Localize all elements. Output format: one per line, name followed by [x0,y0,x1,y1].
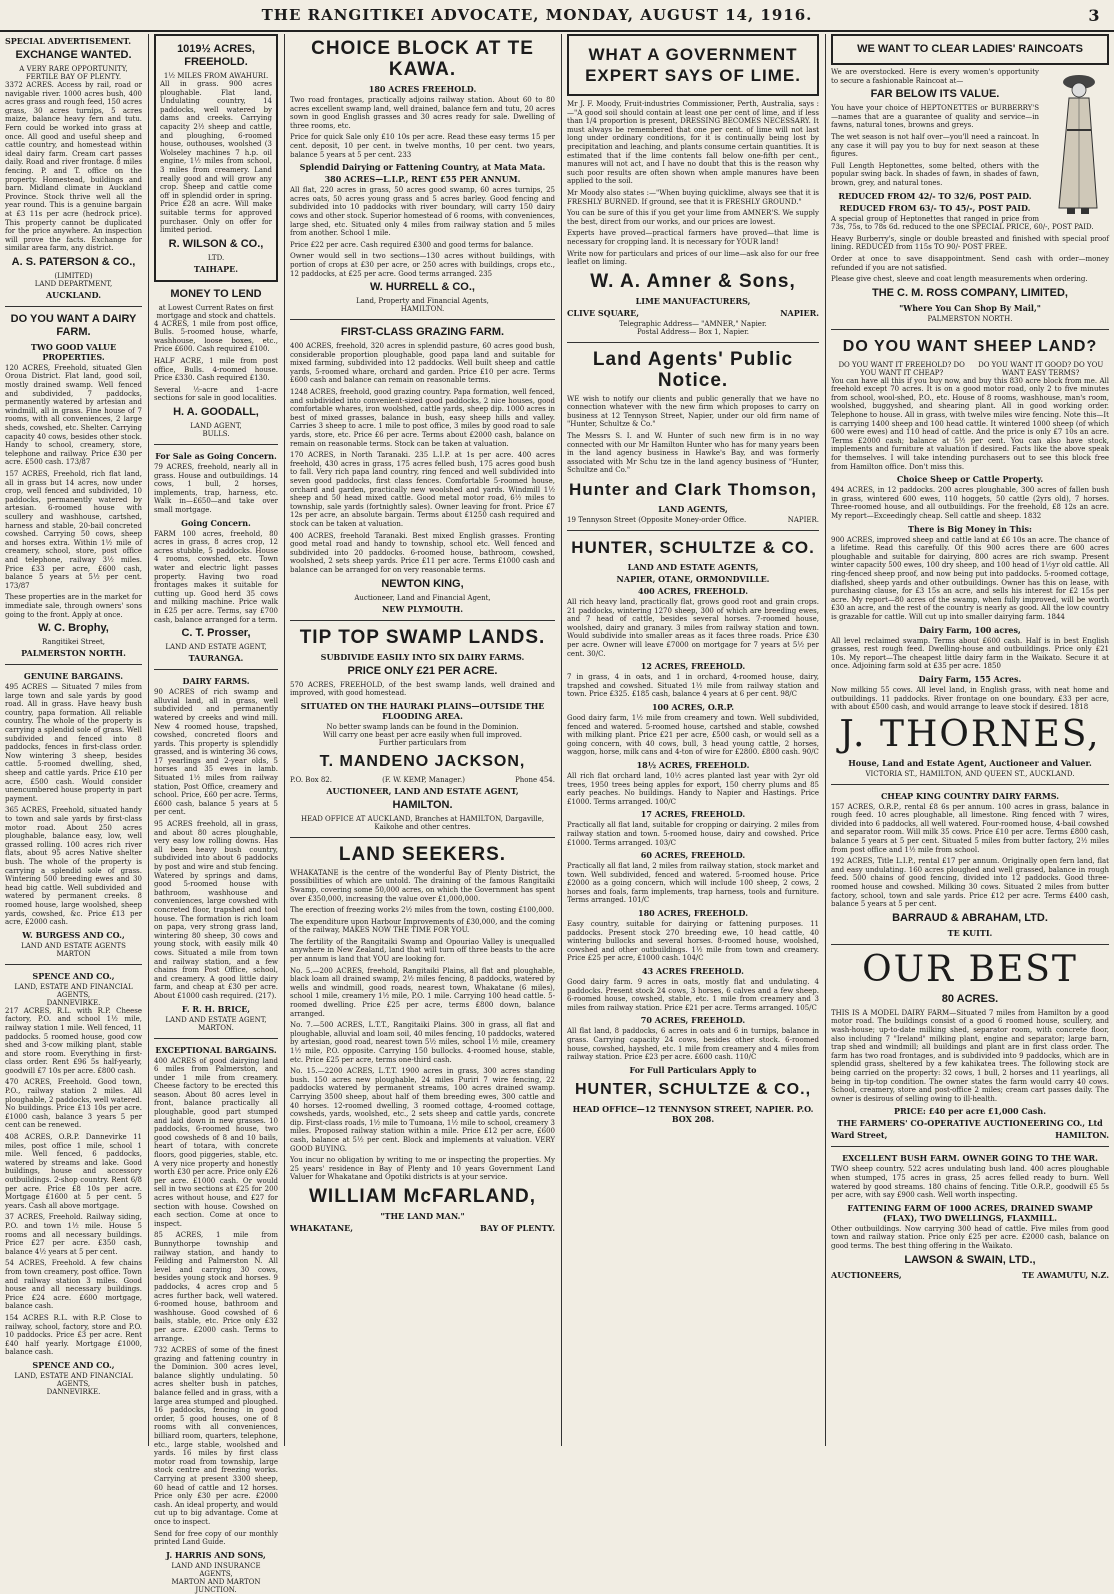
firm-name: W. A. Amner & Sons, [590,270,796,292]
firm-city: TE AWAMUTU, N.Z. [1022,1269,1109,1280]
sheep-land-ad [831,336,1109,778]
ad-body: 732 ACRES of some of the finest grazing and fattening country in the Dominion. 300 acres level, balance slightly undulating. 50 acres shelter bush in patches, balance felled and in grass, with a large area stumped and ploughed. 16 paddocks, fencing in good order, 5 good houses, one of 8 rooms with all conveniences, billiard room, quarters, telephone, etc., large stable, woolshed and yards. 16 miles by first class motor road from township, large stock centre and freezing works. Carrying at present 3300 sheep, 60 head of cattle and 12 horses. Price only £30 per acre. £2000 cash. An ideal property, and would cut up to big advantage. Come at once to inspect. [154,1346,278,1526]
ad-body: You can have all this if you buy now, and buy this 830 acre block from me. All freehold except 70 acres. It is on a good motor road, only 2 to five minutes from school, wool-shed, P.O., etc. House of 8 rooms, washhouse, man's room, woolshed, buggyshed, and shearing plant. All in good working order. Telephone to house. All in grass, with twelve miles wire fencing. Note this—It is carrying 1400 sheep and 100 head cattle. It wintered 1000 sheep (of which 600 were ewes) and 110 head of cattle. And the price is only £7 10s an acre. Terms £2000 cash; balance at 5½ per cent. You can also have stock, implements and furniture at valuation if desired. Facts like the above speak for themselves. I will take intending purchasers out to see this block free from Hamilton office. Don't miss this. [831,376,1109,471]
ad-title: DAIRY FARMS. [182,676,250,687]
firm-name: LAWSON & SWAIN, LTD., [904,1253,1036,1266]
ad-body: Price £22 per acre. Cash required £300 and good terms for balance. [290,240,534,249]
firm-name: H. A. GOODALL, [173,406,259,419]
firm-name: C. T. Prosser, [181,627,251,640]
firm-name: HUNTER, SCHULTZE & CO., [574,1080,812,1098]
te-kawa-ad [290,38,555,313]
ad-body: Two road frontages, practically adjoins railway station. About 60 to 80 acres excellent swamp land, well drained, balance fern and tutu, 20 acres sown in good English grasses and 30 acres ready for sale. Dwelling of three rooms, etc. [290,96,555,130]
ad-body: 570 ACRES, FREEHOLD, of the best swamp lands, well drained and improved, with good homestead. [290,680,555,698]
ad-label: SPECIAL ADVERTISEMENT. [5,36,131,46]
listing-title: 100 ACRES, O.R.P. [651,701,735,712]
firm-branches: HEAD OFFICE AT AUCKLAND, Branches at HAMILTON, Dargaville, Kaikohe and other centres. [300,814,545,831]
listing-title: 60 ACRES, FREEHOLD. [640,850,746,861]
ad-body: Full Length Heptonettes, some belted, others with the popular swing back. In shades of fawn, in shades of fawn, brown, grey, and natural tones. [831,161,1039,187]
our-best-ad [831,948,1109,1141]
ad-body: THIS IS A MODEL DAIRY FARM—Situated 7 miles from Hamilton by a good motor road. The buildings consist of a good 6 roomed house, scullery, and wash-house; up-to-date milking shed, separator room, with concrete floor, also including 7 "Ireland" milking plant, engine and separator; large barn, trap shed and windmill; all buildings and plant are in first class order. The farm has two road frontages, and is subdivided into 9 paddocks, which are in splendid grass, sheltered by a few kahikatea trees. The following stock are being carried on the property: 32 cows, 1 bull, 2 horses and 11 yearlings, all being in tip-top condition. The owner states the farm would carry 40 cows. School, creamery, store and post-office 2 miles; cream cart passes daily. The owner is desirous of selling owing to ill-health. [831,1008,1109,1103]
ad-title: For Sale as Going Concern. [155,451,277,462]
hunter-schultze-ad [567,537,819,1124]
ad-body: All flat, 220 acres in grass, 50 acres good swamp, 60 acres turnips, 25 acres oats, 50 acres young grass and 5 acres barley. Good fencing and subdivided into 10 paddocks with river boundary, will carry 150 dairy cows and other stock. Superior homestead of 6 rooms, with conveniences, large shed, etc. Situated only 4 miles from railway station and 5 miles from another. School 1 mile. [290,186,555,238]
ad-title: FIRST-CLASS GRAZING FARM. [340,326,505,339]
ad-title: OUR BEST [862,948,1078,990]
firm-dept: LAND DEPARTMENT, [34,279,113,288]
ad-line: No better swamp lands can be found in the Dominion. [326,722,519,731]
firm-name: Hunter and Clark Thomson, [569,480,817,500]
dairy-farms-ad [154,676,278,1031]
ad-body: 470 ACRES, Freehold. Good town, P.O., railway station 2 miles. All ploughable, 2 paddocks, well watered. No buildings. Price £13 10s per acre. £1000 cash, balance 3 years 5 per cent can be renewed. [5,1078,142,1130]
listing-title: 12 ACRES, FREEHOLD. [640,661,746,672]
ad-title: CHEAP KING COUNTRY DAIRY FARMS. [880,790,1060,801]
firm-city: BULLS. [202,430,230,439]
listing-title: Dairy Farm, 155 Acres. [918,673,1022,684]
firm-name: W. C. Brophy, [38,622,109,635]
ad-body: The erection of freezing works 2½ miles from the town, costing £100,000. [290,906,554,915]
firm-sub: LAND AGENTS, [658,504,728,515]
firm-city: AUCKLAND. [45,289,102,300]
firm-location [831,1130,1109,1140]
ad-body: 408 ACRES, O.R.P. Dannevirke 11 miles, post office 1 mile, school 1 mile. Well fenced, 6 paddocks, watered by streams and lake. Good buildings, house and accessory outbuildings. 2-shop country. Rent 6/8 per acre. Price £8 10s per acre. Mortgage £1600 at 5 per cent. 5 years. Cash all above mortgage. [5,1133,142,1210]
ad-subtitle: FAR BELOW ITS VALUE. [870,88,1000,101]
firm-name: SPENCE AND CO., [32,970,115,981]
ad-title: EXCEPTIONAL BARGAINS. [155,1044,277,1055]
firm-sub: "THE LAND MAN." [380,1210,465,1221]
listing-title: Choice Sheep or Cattle Property. [896,474,1044,485]
dairy-farm-ad [5,313,142,658]
firm-sub: (LIMITED) [54,271,93,280]
ad-body: We are overstocked. Here is every women's opportunity to secure a fashionable Raincoat at— [831,68,1039,85]
ad-body: 120 ACRES, Freehold, situated Glen Oroua District. Flat land, good soil, mostly drained swamp. Well fenced and subdivided, 7 paddocks, permanently watered by artesian and windmill, all in grass. Fine house of 7 rooms, with all conveniences, 2 large sheds, cowshed, etc. Shelter. Carrying capacity 40 cows, besides other stock. Handy to school, creamery, store, telephone and railway. Price £30 per acre. £500 cash. 173/87 [5,363,142,467]
ad-body: 54 ACRES, Freehold. A few chains from town creamery, post office. Town and railway station 3 miles. Good house and all necessary buildings. Price £24 acre. £600 mortgage, balance cash. [5,1259,142,1311]
firm-sub: LAND, ESTATE AND FINANCIAL AGENTS, [14,1371,133,1388]
listing-body: 900 ACRES, improved sheep and cattle land at £6 10s an acre. The chance of a lifetime. Read this carefully. Of this 900 acres there are 600 acres ploughable and suitable for dairying, 800 acres are rich swamp. Present winter capacity 500 ewes, 100 dry sheep, and 100 head of 1½yr old cattle. All ring-fenced sheep proof, and now being put into paddocks. 5-roomed cottage, diaflshed, sheep yards and other outbuildings. Owner has this on lease, with purchasing clause, for £3 15s an acre, and sells his interest for £2 15s per acre. My report—80 acres of the swamp, when fully improved, will be worth £30 an acre, and the rest of the country is nearly as good. All the low country is grazable for cattle. Will cut up into smaller dairying farm. 1844 [831,535,1109,621]
listing-body: Now milking 55 cows. All level land, in English grass, with neat home and outbuildings. 11 paddocks. River frontage on one boundary. £33 per acre, with about £500 cash, and would arrange to leave stock if desired. 1818 [831,685,1109,712]
ad-title: EXCELLENT BUSH FARM. OWNER GOING TO THE WAR. [842,1153,1098,1164]
firm-name: WILLIAM McFARLAND, [309,1185,536,1207]
firm-location [567,516,819,524]
firm-postal: Postal Address— Box 1, Napier. [637,327,749,336]
ad-subtitle: 80 ACRES. [941,992,999,1005]
woman-raincoat-illustration [1045,68,1109,218]
firm-city: PALMERSTON NORTH. [21,648,126,659]
apply-line: For Full Particulars Apply to [629,1064,757,1075]
ad-body: Write now for particulars and prices of our lime—ask also for our free leaflet on liming. [567,249,819,267]
listing-title: There is Big Money in This: [908,523,1032,534]
listing-body: Practically all flat land, suitable for cropping or dairying. 2 miles from railway station and town. 5-roomed house, dairy and cowshed. Price £1000. Terms arranged. 103/C [567,821,819,847]
spence-ad [5,971,142,1396]
price-line: REDUCED FROM 63/- TO 45/-, POST PAID. [839,202,1031,213]
ad-title: Land Agents' Public Notice. [592,348,794,391]
firm-sub: "Where You Can Shop By Mail," [899,302,1041,313]
firm-contact [290,776,555,784]
ad-body: 400 ACRES, freehold, 320 acres in splendid pasture, 60 acres good bush, considerable proportion ploughable, good papa land and suitable for mixed farming, subdivided into 12 paddocks. Well built sheep and cattle yards, 5-roomed whare, orchard and garden. Price £10 per acre. Terms £600 cash and balance can remain on reasonable terms. [290,342,555,385]
ad-body: FARM 100 acres, freehold, 80 acres in grass, 8 acres crop, 12 acres stubble, 5 paddocks. House 4 rooms, cowshed, etc. Town water and electric light passes property. Having two road frontages makes it suitable for cutting up. Good herd 35 cows and milking machine. Price walk in £25 per acre. Terms, say £700 cash, balance arranged for a term. [154,529,278,624]
ad-body: You have your choice of HEPTONETTES or BURBERRY'S—names that are a guarantee of quality and service—in fawns, natural tones, browns and greys. [831,104,1039,130]
firm-sub: LAND AND ESTATE AGENT, [165,643,267,652]
firm-sub: AUCTIONEERS, [831,1269,902,1280]
firm-name: W. HURRELL & CO., [370,281,475,294]
raincoats-ad [831,34,1109,323]
firm-city: HAMILTON. [400,305,445,314]
ad-body: All in grass. 900 acres ploughable. Flat land, Undulating country, 14 paddocks, well watered by dams and creeks. Carrying capacity 2½ sheep and cattle, and ploughing, 6-roomed house, outhouses, woolshed (3 Wolseley machines 7 h.p. oil engine, 1½ miles from school, 3 miles from creamery. Land really good and will grow any crop. Sheep and cattle come off in splendid order in spring. Price £28 an acre. Will make suitable terms for approved purchaser. Only on offer for limited period. [160,80,272,235]
awahuri-ad [154,34,278,282]
question: DO YOU WANT IT FREEHOLD? DO YOU WANT IT CHEAP? [838,360,965,377]
money-to-lend-ad [154,288,278,438]
swamp-lands-ad [290,627,555,831]
ad-price: PRICE ONLY £21 PER ACRE. [347,664,498,677]
listing-title: 18½ ACRES, FREEHOLD. [636,759,750,770]
ad-body: These properties are in the market for immediate sale, through owners' sons going to the front. Apply at once. [5,593,142,619]
firm-name: THE FARMERS' CO-OPERATIVE AUCTIONEERING CO., Ltd [837,1118,1103,1129]
firm-manager: (F. W. KEMP, Manager.) [382,775,465,784]
ad-subtitle: SITUATED ON THE HAURAKI PLAINS—OUTSIDE THE FLOODING AREA. [300,700,545,721]
ad-body: 95 ACRES freehold, all in grass, and about 80 acres ploughable, very easy low rolling downs. Has all been heavy bush country, subdivided into about 6 paddocks by post and wire and stub fencing. Watered by springs and dams, good 5-roomed house with bathroom, washhouse and conveniences, large cowshed with concreted floor, trapshed and tool house. The formation is rich loam on papa, very strong grass land, wintering 80 sheep, 30 cows and young stock, with easily milk 40 cows. Situated a mile from town and railway station, and a few chains from Post Office, school, and creamery. A good little dairy farm, and cheap at £30 per acre. About £1000 cash required. (217). [154,820,278,1000]
ad-body: 37 ACRES, Freehold. Railway siding, P.O. and town 1½ mile. House 5 rooms and all necessary buildings. Price £27 per acre. £350 cash, balance 4½ years at 5 per cent. [5,1213,142,1256]
ad-body: 157 ACRES, O.R.P., rental £8 6s per annum. 100 acres in grass, balance in rough feed. 10 acres ploughable, all limestone. Ring fenced with 7 wires, divided into 6 paddocks, all well watered. Four-roomed house, 4-bail cowshed and separator room. Will milk 35 cows. Price £10 per acre. Terms £800 cash, balance 5 years at 5 per cent. Situated 5 miles from butter factory, 2½ miles from post office and 1½ mile from school. [831,802,1109,854]
firm-city: MARTON. [198,1023,234,1032]
ad-title: WHAT A GOVERNMENT EXPERT SAYS OF LIME. [585,45,801,85]
going-concern-ad [154,451,278,663]
ad-title: 1019½ ACRES, FREEHOLD. [177,43,255,68]
listing-body: All level reclaimed swamp. Terms about £600 cash. Half is in best English grasses, rest rough feed. Dwelling-house and outbuildings. Price only £21 10s. My report—The cheapest little dairy farm in the Waikato. Secure it at once. Adjoining farm sold at £35 per acre. 1850 [831,636,1109,671]
firm-towns: NAPIER, OTANE, ORMONDVILLE. [616,574,770,585]
exceptional-bargains-ad [154,1045,278,1594]
ad-body: Other outbuildings. Now carrying 300 head of cattle. Five miles from good town and railway station. Price only £25 per acre. £2000 cash, balance on good terms. The best thing offering in the Waikato. [831,1224,1109,1250]
ad-body: WHAKATANE is the centre of the wonderful Bay of Plenty District, the possibilities of which are untold. The draining of the famous Rangitaiki Swamp, covering some 50,000 acres, on which the Government has spent over £350,000, increasing the value over £1,000,000. [290,868,555,903]
firm-name: R. WILSON & CO., [168,237,264,250]
firm-city: HAMILTON. [1055,1130,1109,1141]
firm-town: WHAKATANE, [290,1222,354,1233]
listing-body: Good dairy farm, 1½ mile from creamery and town. Well subdivided, fenced and watered. 5-roomed house, cartshed and stable, cowshed with milking plant. Price £21 per acre, £500 cash, or would sell as a going concern, with 40 cows, bull, 3 head young cattle, 2 horses, waggon, horse, milk cans and 4-ton of wire for £2800. £800 cash. 90/C [567,713,819,757]
column-5 [826,34,1114,1446]
ad-body: Owner would sell in two sections—130 acres without buildings, with portion of crops at £30 per acre, or 250 acres with buildings, crops etc., 12 paddocks, at £25 per acre. Good terms arranged. 235 [290,252,555,278]
listing-title: 43 ACRES FREEHOLD. [642,966,744,977]
firm-city: DANNEVIRKE. [46,998,101,1007]
ad-body: The fertility of the Rangitaiki Swamp and Opouriao Valley is unequalled anywhere in New Zealand, land that will turn off three beasts to the acre per annum is land that YOU are looking for. [290,937,555,964]
firm-location [567,308,819,318]
ad-title: LAND SEEKERS. [338,843,507,865]
firm-city: MARTON [56,949,91,958]
firm-sub: LAND, ESTATE AND FINANCIAL AGENTS, [14,982,133,999]
firm-name: SPENCE AND CO., [32,1359,115,1370]
firm-sub: LAND AND ESTATE AGENT, [165,1015,267,1024]
firm-address: VICTORIA ST., HAMILTON, AND QUEEN ST., AUCKLAND. [865,769,1075,778]
ad-body: The Messrs S. I. and W. Hunter of such new firm is in no way connected with our Mr Hamilton Hunter who has for many years been in the land agency business in Hawke's Bay, and was formerly associated with Mr Schu tze in the land agency business of "Hunter, Schultze and Co." [567,432,819,475]
ad-body: 85 ACRES, 1 mile from Bunnythorpe township and railway station, and handy to Feilding and Palmerston N. All level and carrying 30 cows, besides young stock and horses. 9 paddocks, 4 acres crop and 5 acres further back, well watered. 6-roomed house, bathroom and washhouse. Good cowshed of 6 bails, stable, etc. Price only £32 per acre. £2000 cash. Terms to arrange. [154,1231,278,1343]
firm-address: Rangitikei Street, [41,638,105,647]
ad-body: 400 ACRES of good dairying land 6 miles from Palmerston, and under 1 mile from creamery. Cheese factory to be erected this season. About 80 acres level in front, balance practically all ploughable, good part stumped and laid down in new grasses. 10 paddocks, 6-roomed house, two good cowsheds of 8 and 10 bails, heart of totara, with concrete floors, good piggeries, stable, etc. A very nice property and honestly worth £30 per acre. Price only £26 per acre. £1000 cash. Or would sell in two sections at £25 for 200 acres without house, and £27 for section with house. Cowshed on each section. Come at once to inspect. [154,1056,278,1228]
ad-subtitle: SUBDIVIDE EASILY INTO SIX DAIRY FARMS. [320,651,525,662]
firm-sub: House, Land and Estate Agent, Auctioneer and Valuer. [848,757,1092,768]
ad-body: 157 ACRES, Freehold, rich flat land, all in grass but 14 acres, now under crop, well fenced and subdivided, 10 paddocks, permanently watered by artesian. 6-roomed house with scullery and washhouse, cartshed, harness and stable, 20-bail concreted cowshed. Carrying 50 cows, sheep and horses extra. Within 1½ mile of creamery, school, store, post office and telephone, railway 3½ miles. Price £33 per acre, £600 cash, balance 5 years at 5½ per cent. 173/87 [5,470,142,590]
ad-sub: 1½ MILES FROM AWAHURI. [163,72,269,80]
page-number: 3 [1088,5,1100,25]
firm-name: NEWTON KING, [381,577,464,590]
ad-body: 217 ACRES, R.L. with R.P. Cheese factory, P.O. and school 1½ mile, railway station 1 mile. Well fenced, 11 paddocks. 5 roomed house, good cow shed and 3-cow milking plant, stable and store room. Everything in first-class order. Rent £96 5s half-yearly, goodwill £7 10s per acre. £800 cash. [5,1006,142,1075]
firm-sub: AUCTIONEER, LAND AND ESTATE AGENT, [326,785,519,796]
firm-sub: LIME MANUFACTURERS, [635,295,751,306]
firm-sub: LAND AGENT, [190,422,242,431]
ad-body: Mr Moody also states :—"When buying quicklime, always see that it is FRESHLY BURNED. If ground, see that it is FRESHLY GROUND." [567,188,819,206]
grazing-farm-ad [290,326,555,613]
ad-body: You can be sure of this if you get your lime from AMNER'S. We supply the best, direct from our works, and our prices are lowest. [567,209,819,226]
firm-name: W. BURGESS AND CO., [22,929,125,940]
ad-body: 495 ACRES — Situated 7 miles from large town and sale yards by good road. All in grass. Have heavy bush country, papa formation. All reliable country. The whole of the property is carrying a splendid sole of grass. Well subdivided and fenced into 8 paddocks, fences in first-class order. Now wintering 3 sheep, besides cattle. 5-roomed dwelling, shed, sheep and cattle yards. Price £10 per acre, £500 cash. Would consider unencumbered house property in part payment. [5,683,142,803]
firm-location [831,1270,1109,1280]
ad-body: No. 15.—2200 ACRES, L.T.T. 1900 acres in grass, 300 acres standing bush. 150 acres new ploughable, 24 miles Puriri 7 wire fencing, 22 paddocks watered by permanent streams, 100 acres drained swamp. Carrying 3500 sheep, about half of them breeding ewes, 300 cattle and 40 horses. 12-roomed dwelling, 3 roomed cottage, 4-roomed cottage, cowsheds, yards, woolshed, etc., 2 sets sheep and cattle yards, concrete dip. First-class roads, 1½ mile to Tumoana, 1½ mile to school, creamery 3 miles. Proposed railway station within a mile. Price £12 per acre, £600 cash, balance at 5½ per cent. Block and implements at valuation. VERY GOOD BUYING. [290,1067,555,1153]
ad-body: Heavy Burberry's, single or double breasted and finished with special proof lining. REDUCED from 115s TO 90/- POST FREE. [831,234,1109,252]
ad-subtitle: 180 ACRES FREEHOLD. [368,84,477,94]
ad-line: Further particulars from [378,738,467,747]
ad-subtitle: 380 ACRES—L.I.P., RENT £55 PER ANNUM. [324,174,521,185]
king-country-ad [831,791,1109,938]
ad-body: HALF ACRE, 1 mile from post office, Bulls. 4-roomed house. Price £330. Cash required £130. [154,357,278,383]
firm-city: TAIHAPE. [193,263,239,274]
ad-body: No. 5.—200 ACRES, freehold, Rangitaiki Plains, all flat and ploughable, black loam all drained swamp, 2½ miles fencing, 8 paddocks, watered by wells and windmill, good roads, nearest town, Whakatane (6 miles), school 1 mile, creamery 1½ mile, P.O. 1 mile. Carrying 100 head cattle. 5-roomed dwelling. Price £25 per acre, terms £800 down, balance arranged. [290,966,555,1018]
firm-city: PALMERSTON NORTH. [927,314,1013,323]
firm-name: J. THORNES, [839,713,1101,755]
firm-name: F. R. H. BRICE, [181,1003,251,1014]
ad-body: Send for free copy of our monthly printed Land Guide. [154,1529,278,1547]
ad-body: 90 ACRES of rich swamp and alluvial land, all in grass, well subdivided and permanently watered by creeks and wind mill. New 4 roomed house, trapshed, cowshed, concreted floors and yards. This property is splendidly grassed, and is wintering 36 cows, 17 yearlings and 2-year olds, 5 horses and 35 ewes in lamb. Situated 1½ miles from railway station, Post Office, creamery and school. Price, £60 per acre. Terms, £600 cash, balance 5 years at 5 per cent. [154,688,278,817]
listing-body: 494 ACRES, in 12 paddocks. 200 acres ploughable, 300 acres of fallen bush in grass, wintered 600 ewes, 110 hoggets, 50 cattle (2yrs old), 7 horses. Three-roomed house, and all outbuildings. For the freehold, £8 12s an acre. My report—Exceedingly cheap. Sell cattle and sheep. 1832 [831,486,1109,520]
firm-box: P.O. Box 82. [290,775,332,784]
firm-city: HAMILTON. [392,798,453,811]
masthead-title: THE RANGITIKEI ADVOCATE, MONDAY, AUGUST 14, 1916. [261,6,813,24]
firm-city: TAURANGA. [188,653,244,664]
firm-region: BAY OF PLENTY. [480,1222,555,1233]
firm-city: MARTON AND MARTON JUNCTION. [171,1577,261,1594]
firm-address: 19 Tennyson Street (Opposite Money-order Office. [567,516,747,525]
ad-body: No. 7.—500 ACRES, L.T.T., Rangitaiki Plains. 300 in grass, all flat and ploughable, alluvial and loam soil, 40 miles fencing, 10 paddocks, watered by artesian, good road, nearest town 5½ miles, school 1½ mile, creamery 1½ mile, P.O. opposite. Carrying 150 bullocks. 4-roomed house, stable, etc. Price £25 per acre, terms one-third cash. [290,1021,555,1064]
ad-sub: A VERY RARE OPPORTUNITY, [19,65,128,73]
ad-body: TWO sheep country. 522 acres undulating bush land. 400 acres ploughable when stumped, 175 acres in grass, 25 acres felled ready to burn. Well watered by good streams. 180 chains of fencing. Title O.R.P., goodwill £5 5s per acre, with say £900 cash. Well worth inspecting. [831,1165,1109,1200]
listing-title: 70 ACRES, FREEHOLD. [640,1015,746,1026]
ad-title: MONEY TO LEND [170,287,262,300]
questions [831,361,1109,377]
firm-phone: Phone 454. [515,775,555,784]
ad-title: DO YOU WANT A DAIRY FARM. [10,312,137,338]
lime-ad [567,34,819,336]
masthead [0,0,1114,32]
ad-body: 154 ACRES R.L. with R.P. Close to railway, school, factory, store and P.O. 10 paddocks. Price £3 per acre. Rent £40 half yearly. Mortgage £1000, balance cash. [5,1313,142,1357]
ad-body: Price for quick Sale only £10 10s per acre. Read these easy terms 15 per cent. deposit, 10 per cent. in twelve months, 10 per cent. two years, balance 5 years at 5 per cent. 233 [290,133,555,159]
firm-sub: LAND AND ESTATE AGENTS, [627,562,759,573]
firm-city: NEW PLYMOUTH. [381,603,464,614]
ad-title: CHOICE BLOCK AT TE KAWA. [311,38,534,80]
ad-body: 4 ACRES, 1 mile from post office, Bulls. 5-roomed house, wharfe, washhouse, loose boxes, etc., Price £600. Cash required £100. [154,319,278,354]
ad-title: TIP TOP SWAMP LANDS. [299,626,546,648]
firm-sub: Land, Property and Financial Agents, [356,297,489,306]
ad-line: Will carry one beast per acre easily when full improved. [323,730,522,739]
ad-body: You incur no obligation by writing to me or inspecting the properties. My 25 years' residence in Bay of Plenty and 10 years Government Land Valuer for Whakatane and Opotiki districts is at your service. [290,1156,555,1182]
ad-body: Mr J. F. Moody, Fruit-industries Commissioner, Perth, Australia, says :—"A good soil should contain at least one per cent of lime, and if less than 1/4 proportion is present, DRESSING BECOMES NECESSARY. It must always be remembered that one per cent. of lime will not last long under ordinary conditions, for it is continually being lost by precipitation and leaching, and plants consume certain quantities. It is estimated that if the lime contents fall below one-fifth per cent., manures will not act, and I have no doubt that this is the reason why such poor results are often shown when ample manures have been applied to the soil. [567,100,820,186]
firm-telegraphic: Telegraphic Address— "AMNER," Napier. [619,319,767,328]
ad-body: Several ½-acre and 1-acre sections for sale in good localities. [154,385,278,403]
ad-body: The expenditure upon Harbour Improvements of £30,000, and the coming of the railway, MAKES NOW THE TIME FOR YOU. [290,917,555,935]
listing-body: Good dairy farm. 9 acres in oats, mostly flat and undulating. 4 paddocks. Present stock 24 cows, 3 horses, 6 calves and a few sheep. 6-roomed house, cowshed, stable, etc. 1 mile from creamery and 3 miles from railway station. Price £21 per acre. Terms arranged. 105/C [567,978,819,1012]
column-2 [149,34,283,1594]
firm-name: HUNTER, SCHULTZE & CO. [571,538,815,558]
ad-title: FATTENING FARM OF 1000 ACRES, DRAINED SWAMP (FLAX), TWO DWELLINGS, FLAXMILL. [847,1202,1093,1223]
column-4 [562,34,824,1446]
column-1 [0,34,147,1446]
listing-body: Practically all flat land, 2 miles from railway station, stock market and town. Well subdivided, fenced and watered. 5-roomed house. Price £2000 as a going concern, which will include 100 sheep, 2 cows, 2 horses and foals, farm implements, trap harness, tools and furniture. Terms arranged. 101/C [567,862,819,905]
ad-title: Going Concern. [181,517,251,528]
listing-title: 17 ACRES, FREEHOLD. [640,809,746,820]
exchange-wanted-ad [5,36,142,300]
ad-body: 79 ACRES, freehold, nearly all in grass. House and outbuildings. 14 cows, 1 bull, 2 horses, implements, trap, harness, etc. Walk in—£650—and take over small mortgage. [154,463,278,514]
ad-body: A special group of Heptonettes that ranged in price from 73s, 75s, to 78s 6d. reduced to the one SPECIAL PRICE, 60/-, POST PAID. [831,214,1094,232]
listing-body: Easy country, suitable for dairying or fattening purposes. 11 paddocks. Present stock 270 breeding ewe, 10 head cattle, 40 wintering bullocks and several horses. 8-roomed house, woolshed, cowshed and other outbuildings. 1½ mile from town and creamery. Price £25 per acre, £1000 cash. 104/C [567,920,819,963]
firm-city: TE KUITI. [947,927,993,938]
firm-name: BARRAUD & ABRAHAM, LTD. [892,911,1048,924]
firm-name: A. S. PATERSON & CO., [11,255,136,268]
firm-sub: LAND AND INSURANCE AGENTS, [171,1561,261,1578]
column-3 [285,34,560,1446]
ad-body: 3372 ACRES. Access by rail, road or navigable river. 1000 acres bush, 400 acres grass and rough feed, 150 acres grass, 30 acres turnips, 5 acres maize, balance heavy fern and tutu. Fern could be worked into grass at once. All good and useful sheep and cattle country, and homestead within ideal dairy farm. Cream cart passes daily. Road and river frontage. 8 miles fencing. P. and T. office on the property. Homestead, buildings and barn. Midland climate in Auckland Province. Stock thrive well all the year round. This is a genuine bargain at £3 11s per acre (hedrock price). This property cannot be duplicated for the price anywhere. An inspection will prove the facts. Exchange for similar area farm, any district. [5,81,142,253]
firm-street: Ward Street, [831,1130,888,1141]
ad-body: 170 ACRES, in North Taranaki. 235 L.I.P. at 1s per acre. 400 acres freehold, 430 acres in grass, 175 acres felled bush, 175 acres good bush to fall. Very rich papa land country, ring fenced and well subdivided into seven good paddocks, first class fences. Comfortable 5-roomed house, orchard and garden, practically new woolshed and yards. Windmill 1½ sheep and 50 head mixed cattle. Good metal motor road, 6½ miles to township, sale yards (fortnightly sales). Owner leaving for front. Price £7 12s per acre, an absolute bargain. Terms about £1250 cash required and stock can be taken at valuation. [290,451,555,528]
ad-body: 365 ACRES, Freehold, situated handy to town and sale yards by first-class motor road. About 250 acres ploughable, balance easy, low, well grassed rolling. 100 acres rich river flats, about 95 acres Native shelter bush. The whole of the property is carrying a splendid sole of grass. Wintering 500 breeding ewes and 30 head big cattle. Well subdivided and watered by permanent creeks. 8 roomed house, large woolshed, sheep yards, cowshed, &c. Price £13 per acre, £2000 cash. [5,806,142,927]
ad-subtitle: TWO GOOD VALUE PROPERTIES. [30,341,117,362]
ad-sub: at Lowest Current Rates on first mortgage and stock and chattels. [156,303,276,320]
listing-title: Dairy Farm, 100 acres, [919,624,1021,635]
ad-sub: FERTILE BAY OF PLENTY. [25,73,122,81]
ad-body: WE wish to notify our clients and public generally that we have no connection whatever with the new firm which proposes to carry on business at 12 Tennyson Street, Napier, under our old firm name of "Hunter, Schultze & Co." [567,394,819,429]
land-seekers-ad [290,844,555,1233]
listing-body: All flat land, 8 paddocks, 6 acres in oats and 6 in turnips, balance in grass. Carrying capacity 24 cows, besides other stock. 6-roomed house, cowshed, hayshed, etc. 1 mile from creamery and 4 miles from railway station. Price £23 per acre. £600 cash. 110/C [567,1027,819,1062]
ad-title: DO YOU WANT SHEEP LAND? [842,337,1098,355]
question: DO YOU WANT IT GOOD? DO YOU WANT EASY TERMS? [978,360,1104,377]
firm-sub: Auctioneer, Land and Financial Agent, [354,593,491,602]
firm-name: T. MANDENO JACKSON, [319,752,526,770]
genuine-bargains-ad [5,671,142,958]
firm-sub: LTD. [207,253,225,262]
firm-street: CLIVE SQUARE, [567,307,640,318]
firm-city: NAPIER. [787,516,819,525]
ad-body: 400 ACRES, freehold Taranaki. Best mixed English grasses. Fronting good metal road and handy to township, school etc. Well fenced and subdivided into 20 paddocks. 6-roomed house, bathroom, cowshed, woolshed, 2 sets sheep yards. Price £11 per acre. Terms £1000 cash and balance can be arranged for on very reasonable terms. [290,531,555,574]
firm-sub: LAND AND ESTATE AGENTS [21,941,126,950]
ad-title: GENUINE BARGAINS. [23,671,124,682]
firm-location [290,1223,555,1233]
listing-body: All rich flat orchard land, 10½ acres planted last year with 2yr old trees, 1950 trees being apples for export, 150 cherry plums and 85 early peaches. No buildings. Handy to Napier and Hastings. Price £1000. Terms arranged. 100/C [567,771,819,806]
ad-title: EXCHANGE WANTED. [15,49,132,61]
bush-farm-ad [831,1153,1109,1279]
ad-title: Splendid Dairying or Fattening Country, at Mata Mata. [299,162,546,173]
ad-body: The wet season is not half over—you'll need a raincoat. In any case it will pay you to buy for next season at these figures. [831,132,1039,159]
ad-body: Order at once to save disappointment. Send cash with order—money refunded if you are not satisfied. [831,254,1109,272]
firm-address: HEAD OFFICE—12 TENNYSON STREET, NAPIER. P.O. BOX 208. [572,1103,814,1124]
listing-body: 7 in grass, 4 in oats, and 1 in orchard, 4-roomed house, dairy, trapshed and cowshed. Situated 1½ mile from railway station and town. Price £325. £185 cash, balance 4 years at 6 per cent. 98/C [567,673,819,699]
listing-title: 400 ACRES, FREEHOLD. [638,586,748,597]
listing-title: 180 ACRES, FREEHOLD. [638,908,748,919]
firm-name: THE C. M. ROSS COMPANY, LIMITED, [872,286,1068,299]
ad-body: 192 ACRES, Title L.I.P., rental £17 per annum. Originally open fern land, flat and easy undulating. 160 acres ploughed and well grassed, balance in rough feed. 500 chains of good fencing, divided into 12 paddocks. Good three-roomed house and cowshed. Milking 30 cows. Situated 2 miles from butter factory, school, town and sale yards. Price £12 per acre. Terms £400 cash, balance 5 years at 5 per cent. [831,857,1109,909]
firm-city: NAPIER. [780,307,819,318]
ad-body: Experts have proved—practical farmers have proved—that lime is necessary for cropping land. It is necessary for YOUR land! [567,229,819,246]
public-notice-ad [567,349,819,524]
ad-title: WE WANT TO CLEAR LADIES' RAINCOATS [857,43,1083,55]
ad-body: 1248 ACRES, freehold, good grazing country. Papa formation, well fenced, and subdivided into convenient-sized good paddocks, 2 nice houses, good comfortable whares, iron woolshed, cattle yards, sheep dip. 1000 acres in best of mixed grasses, balance in bush, easy sheep hills and valley. Carries 3 sheep to acre. 1 mile to post office, 3 miles by good road to sale yards, store, etc. Price £6 per acre. Terms about £2000 cash, balance on remain on reasonable terms. Stock can be taken at valuation. [290,388,555,448]
firm-name: J. HARRIS AND SONS, [166,1549,266,1560]
ad-price: PRICE: £40 per acre £1,000 Cash. [894,1106,1046,1117]
listing-body: All rich heavy land, practically flat, grows good root and grain crops. 21 paddocks, wintering 1270 sheep, 300 of which are breeding ewes, and 7 head of cattle, besides several horses. 7-roomed house, woolshed, dairy and granary. 3 miles from railway station and town. Would subdivide into smaller areas as it faces three roads. Price £30 per acre. Owner will leave £7000 on mortgage for 7 years at 5½ per cent. 30/C. [567,598,819,658]
ad-body: Please give chest, sleeve and coat length measurements when ordering. [831,275,1088,284]
price-line: REDUCED FROM 42/- TO 32/6, POST PAID. [838,190,1032,201]
firm-city: DANNEVIRKE. [46,1387,101,1396]
